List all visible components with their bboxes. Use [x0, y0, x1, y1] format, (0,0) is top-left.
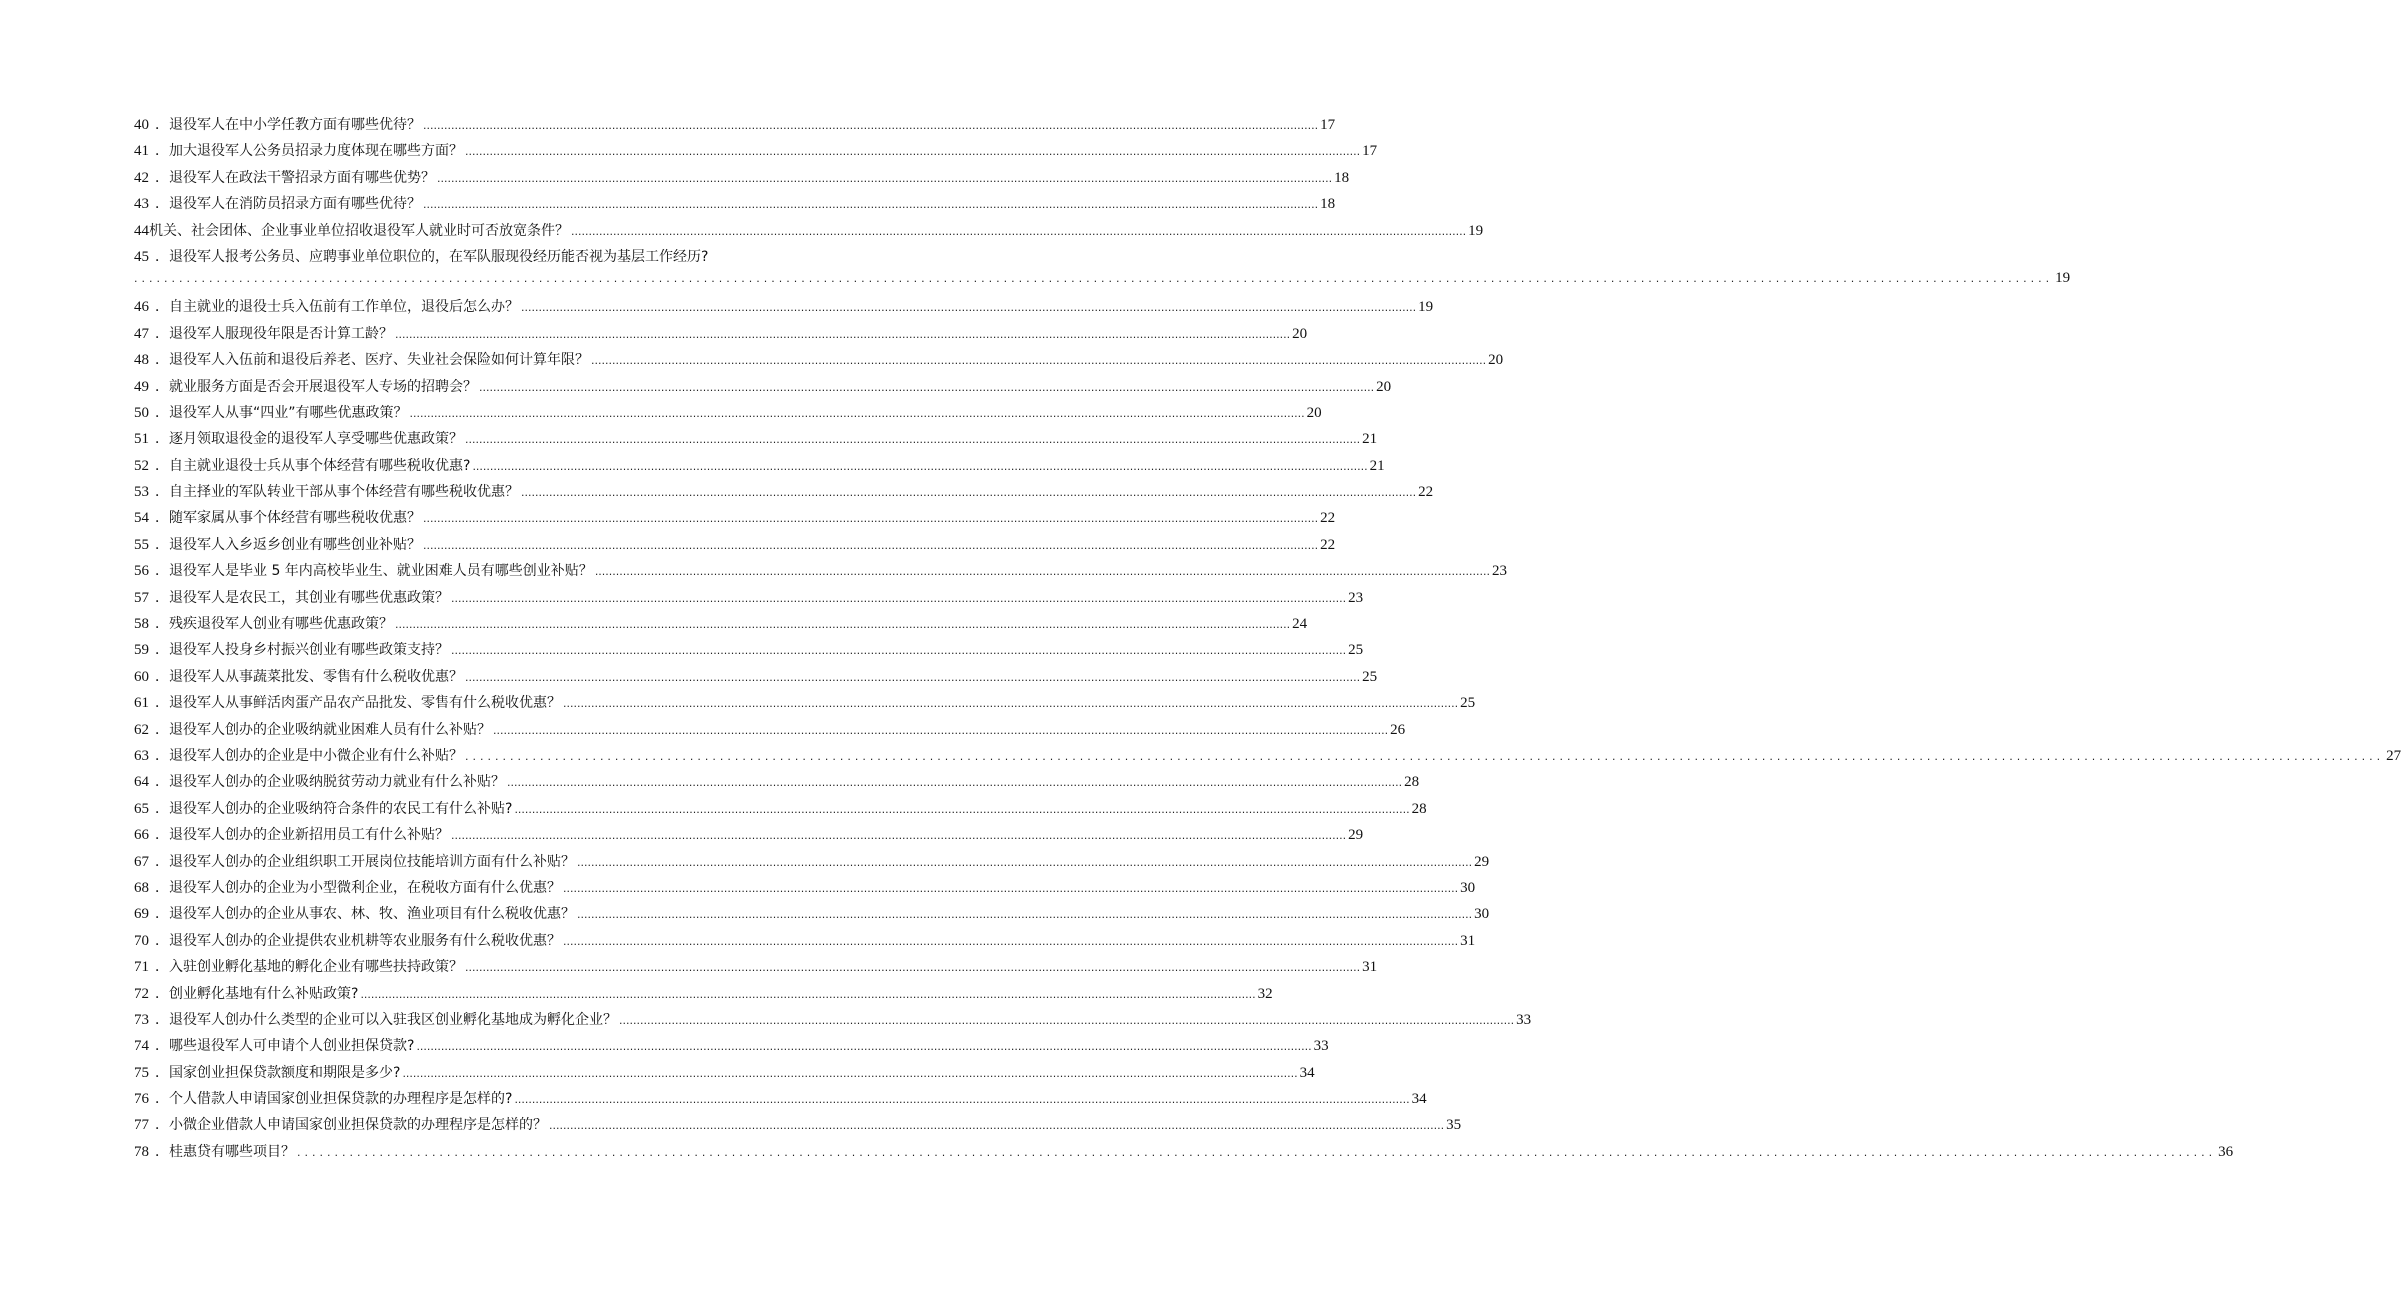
- toc-entry-title: ．退役军人从事鲜活肉蛋产品农产品批发、零售有什么税收优惠？: [155, 695, 561, 712]
- toc-entry-title: ．退役军人投身乡村振兴创业有哪些政策支持？: [155, 642, 449, 659]
- dot-leader: [423, 539, 1318, 552]
- toc-entry-number: 50: [134, 404, 149, 421]
- toc-entry-title: ．逐月领取退役金的退役军人享受哪些优惠政策？: [155, 431, 463, 448]
- dot-leader: [360, 988, 1255, 1001]
- toc-entry-number: 47: [134, 325, 149, 342]
- toc-entry: [134, 140, 1378, 166]
- dot-leader: [571, 225, 1466, 238]
- toc-entry-page: 34: [1411, 1091, 1427, 1108]
- toc-entry-number: 70: [134, 932, 149, 949]
- toc-entry-title: ．就业服务方面是否会开展退役军人专场的招聘会？: [155, 378, 477, 395]
- toc-entry: [134, 1009, 1532, 1035]
- dot-leader: [493, 724, 1388, 737]
- toc-entry-title: ．退役军人从事“四业”有哪些优惠政策？: [155, 404, 408, 421]
- toc-entry-page: 29: [1348, 827, 1364, 844]
- toc-entry: [134, 534, 1336, 560]
- toc-entry-number: 63: [134, 747, 149, 764]
- toc-entry: [134, 692, 1476, 718]
- toc-entry: [134, 956, 1378, 982]
- toc-entry-title: ．退役军人在消防员招录方面有哪些优待？: [155, 196, 421, 213]
- dot-leader: [402, 1067, 1297, 1080]
- toc-entry-title: ．退役军人是毕业 5 年内高校毕业生、就业困难人员有哪些创业补贴？: [155, 563, 593, 580]
- toc-entry-number: 44: [134, 222, 149, 239]
- toc-entry-number: 67: [134, 853, 149, 870]
- dot-leader: [514, 803, 1409, 816]
- toc-entry-page: 33: [1516, 1011, 1532, 1028]
- toc-entry-page: 18: [1320, 196, 1336, 213]
- toc-entry: [134, 220, 1484, 246]
- toc-entry-number: 66: [134, 827, 149, 844]
- dot-leader: [423, 119, 1318, 132]
- toc-entry-page: 21: [1362, 431, 1378, 448]
- dot-leader: [577, 908, 1472, 921]
- toc-entry-number: 61: [134, 695, 149, 712]
- toc-entry: [134, 1035, 1329, 1061]
- toc-entry-page: 23: [1491, 563, 1507, 580]
- toc-entry-number: 55: [134, 536, 149, 553]
- toc-entry-title: ．退役军人服现役年限是否计算工龄？: [155, 325, 393, 342]
- toc-entry: [134, 851, 1490, 877]
- toc-entry-number: 42: [134, 169, 149, 186]
- dot-leader: [591, 354, 1486, 367]
- toc-entry-title: ．退役军人创办的企业吸纳符合条件的农民工有什么补贴?: [155, 800, 513, 817]
- toc-entry-title: ．退役军人创办的企业吸纳就业困难人员有什么补贴？: [155, 721, 491, 738]
- toc-entry: [134, 296, 1434, 322]
- toc-entry-number: 57: [134, 589, 149, 606]
- toc-entry-page: 35: [1446, 1117, 1462, 1134]
- toc-entry-page: 25: [1460, 695, 1476, 712]
- table-of-contents: [134, 114, 2401, 1167]
- dot-leader: [465, 671, 1360, 684]
- toc-entry: [134, 246, 774, 270]
- toc-entry-number: 56: [134, 563, 149, 580]
- toc-entry: [134, 167, 1350, 193]
- toc-entry-page: 25: [1362, 668, 1378, 685]
- toc-entry-title: ．创业孵化基地有什么补贴政策?: [155, 985, 359, 1002]
- dot-leader: [395, 618, 1290, 631]
- toc-entry: [134, 613, 1308, 639]
- toc-entry: [134, 349, 1504, 375]
- toc-entry-number: 73: [134, 1011, 149, 1028]
- toc-entry-page: 22: [1320, 510, 1336, 527]
- toc-entry-page: 34: [1299, 1064, 1315, 1081]
- dot-leader: [423, 512, 1318, 525]
- toc-entry-title: ．国家创业担保贷款额度和期限是多少?: [155, 1064, 401, 1081]
- toc-entry-title: ．自主择业的军队转业干部从事个体经营有哪些税收优惠？: [155, 484, 519, 501]
- dot-leader: [507, 776, 1402, 789]
- toc-entry-number: 65: [134, 800, 149, 817]
- toc-entry-page: 27: [2386, 747, 2401, 764]
- toc-entry-number: 60: [134, 668, 149, 685]
- dot-leader: [297, 1146, 2216, 1159]
- toc-entry-number: 41: [134, 143, 149, 160]
- toc-entry: [134, 666, 1378, 692]
- toc-entry-number: 69: [134, 906, 149, 923]
- dot-leader: [472, 460, 1367, 473]
- toc-entry-page: 17: [1362, 143, 1378, 160]
- toc-entry-number: 54: [134, 510, 149, 527]
- toc-entry-title: ．退役军人创办的企业为小型微利企业，在税收方面有什么优惠？: [155, 879, 561, 896]
- toc-entry-page: 26: [1390, 721, 1406, 738]
- dot-leader: [451, 644, 1346, 657]
- toc-entry-page: 29: [1474, 853, 1490, 870]
- toc-entry-page: 28: [1404, 774, 1420, 791]
- toc-entry-title: ．退役军人报考公务员、应聘事业单位职位的，在军队服现役经历能否视为基层工作经历?: [155, 248, 709, 265]
- toc-entry: [134, 376, 1392, 402]
- toc-entry-title: ．个人借款人申请国家创业担保贷款的办理程序是怎样的?: [155, 1091, 513, 1108]
- toc-entry-page: 30: [1460, 879, 1476, 896]
- dot-leader: [563, 697, 1458, 710]
- dot-leader: [521, 301, 1416, 314]
- toc-entry-number: 53: [134, 484, 149, 501]
- toc-entry-page: 30: [1474, 906, 1490, 923]
- dot-leader: [514, 1093, 1409, 1106]
- toc-entry: [134, 587, 1364, 613]
- toc-entry: [134, 798, 1427, 824]
- toc-entry-title: 机关、社会团体、企业事业单位招收退役军人就业时可否放宽条件？: [149, 222, 569, 239]
- toc-entry-page: 36: [2218, 1143, 2234, 1160]
- toc-entry: [134, 323, 1308, 349]
- toc-entry: [134, 507, 1336, 533]
- toc-entry-number: 77: [134, 1117, 149, 1134]
- toc-entry: [134, 455, 1385, 481]
- toc-entry: [134, 1114, 1462, 1140]
- toc-entry-title: ．加大退役军人公务员招录力度体现在哪些方面？: [155, 143, 463, 160]
- toc-entry: [134, 193, 1336, 219]
- toc-entry: [134, 481, 1434, 507]
- toc-entry-title: ．退役军人创办什么类型的企业可以入驻我区创业孵化基地成为孵化企业？: [155, 1011, 617, 1028]
- toc-entry: [134, 824, 1364, 850]
- toc-entry-title: ．退役军人创办的企业组织职工开展岗位技能培训方面有什么补贴？: [155, 853, 575, 870]
- toc-entry-title: ．退役军人创办的企业吸纳脱贫劳动力就业有什么补贴？: [155, 774, 505, 791]
- dot-leader: [410, 407, 1305, 420]
- toc-entry-page: 20: [1376, 378, 1392, 395]
- toc-entry-page: 20: [1306, 404, 1322, 421]
- toc-entry-number: 46: [134, 299, 149, 316]
- toc-entry: [134, 1141, 2234, 1167]
- dot-leader: [549, 1119, 1444, 1132]
- toc-entry-number: 64: [134, 774, 149, 791]
- toc-entry-title: ．退役军人创办的企业从事农、林、牧、渔业项目有什么税收优惠？: [155, 906, 575, 923]
- dot-leader: [479, 381, 1374, 394]
- dot-leader: [521, 486, 1416, 499]
- dot-leader: [619, 1014, 1514, 1027]
- toc-entry: [134, 1088, 1427, 1114]
- toc-entry-number: 76: [134, 1091, 149, 1108]
- toc-entry: [134, 903, 1490, 929]
- toc-entry-title: ．退役军人在政法干警招录方面有哪些优势？: [155, 169, 435, 186]
- toc-entry-title: ．桂惠贷有哪些项目？: [155, 1143, 295, 1160]
- toc-entry: [134, 930, 1476, 956]
- toc-entry-number: 71: [134, 959, 149, 976]
- toc-entry-number: 48: [134, 352, 149, 369]
- dot-leader: [563, 935, 1458, 948]
- toc-entry: [134, 114, 1336, 140]
- dot-leader: [563, 882, 1458, 895]
- toc-entry-number: 68: [134, 879, 149, 896]
- toc-entry-page: 20: [1292, 325, 1308, 342]
- toc-entry-number: 40: [134, 117, 149, 133]
- toc-entry-page: 22: [1320, 536, 1336, 553]
- toc-entry: [134, 1062, 1315, 1088]
- toc-entry-number: 52: [134, 457, 149, 474]
- toc-entry: [134, 771, 1420, 797]
- toc-entry-page: 33: [1313, 1038, 1329, 1055]
- dot-leader: [465, 750, 2384, 763]
- toc-entry-title: ．退役军人创办的企业新招用员工有什么补贴？: [155, 827, 449, 844]
- toc-entry-number: 62: [134, 721, 149, 738]
- toc-entry-title: ．随军家属从事个体经营有哪些税收优惠？: [155, 510, 421, 527]
- toc-entry-page: 20: [1488, 352, 1504, 369]
- toc-entry-page: 23: [1348, 589, 1364, 606]
- toc-entry-number: 72: [134, 985, 149, 1002]
- toc-entry-number: 75: [134, 1064, 149, 1081]
- toc-entry: [134, 560, 1507, 586]
- toc-entry-title: ．退役军人创办的企业是中小微企业有什么补贴？: [155, 747, 463, 764]
- toc-entry-number: 58: [134, 616, 149, 633]
- toc-entry-title: ．退役军人是农民工，其创业有哪些优惠政策？: [155, 589, 449, 606]
- toc-entry-number: 45: [134, 248, 149, 265]
- dot-leader: [465, 961, 1360, 974]
- toc-entry: [134, 402, 1322, 428]
- toc-entry-number: 59: [134, 642, 149, 659]
- toc-entry-page: 19: [1468, 222, 1484, 239]
- toc-entry-title: ．入驻创业孵化基地的孵化企业有哪些扶持政策？: [155, 959, 463, 976]
- toc-entry-page: 19: [2055, 269, 2071, 286]
- toc-entry-number: 78: [134, 1143, 149, 1160]
- toc-entry-title: ．退役军人创办的企业提供农业机耕等农业服务有什么税收优惠？: [155, 932, 561, 949]
- toc-entry-page: 28: [1411, 800, 1427, 817]
- toc-entry: [134, 639, 1364, 665]
- toc-entry-title: ．哪些退役军人可申请个人创业担保贷款?: [155, 1038, 415, 1055]
- toc-entry: [134, 877, 1476, 903]
- toc-entry-page: 25: [1348, 642, 1364, 659]
- dot-leader: [395, 328, 1290, 341]
- dot-leader: [451, 592, 1346, 605]
- toc-entry: [134, 719, 1406, 745]
- toc-entry-page: 21: [1369, 457, 1385, 474]
- dot-leader: [423, 198, 1318, 211]
- toc-entry: [134, 983, 1273, 1009]
- toc-entry-number: 43: [134, 196, 149, 213]
- toc-entry: [134, 428, 1378, 454]
- toc-entry-page: 32: [1257, 985, 1273, 1002]
- toc-entry-page: 31: [1460, 932, 1476, 949]
- dot-leader: [577, 856, 1472, 869]
- toc-entry-page: 17: [1320, 117, 1336, 133]
- dot-leader: [465, 145, 1360, 158]
- toc-entry-number: 74: [134, 1038, 149, 1055]
- toc-entry-number: 49: [134, 378, 149, 395]
- toc-entry-title: ．退役军人入乡返乡创业有哪些创业补贴？: [155, 536, 421, 553]
- toc-entry-number: 51: [134, 431, 149, 448]
- toc-entry: [134, 745, 2401, 771]
- toc-entry-page: 24: [1292, 616, 1308, 633]
- dot-leader: [437, 172, 1332, 185]
- toc-entry-continuation: [134, 269, 2071, 296]
- dot-leader: [465, 433, 1360, 446]
- toc-entry-page: 18: [1334, 169, 1350, 186]
- dot-leader: [451, 829, 1346, 842]
- toc-entry-title: ．退役军人入伍前和退役后养老、医疗、失业社会保险如何计算年限？: [155, 352, 589, 369]
- toc-entry-title: ．残疾退役军人创业有哪些优惠政策？: [155, 616, 393, 633]
- dot-leader: [595, 565, 1490, 578]
- toc-entry-title: ．退役军人在中小学任教方面有哪些优待？: [155, 117, 421, 133]
- toc-entry-title: ．小微企业借款人申请国家创业担保贷款的办理程序是怎样的？: [155, 1117, 547, 1134]
- toc-entry-title: ．自主就业的退役士兵入伍前有工作单位，退役后怎么办？: [155, 299, 519, 316]
- toc-entry-title: ．自主就业退役士兵从事个体经营有哪些税收优惠?: [155, 457, 471, 474]
- toc-entry-title: ．退役军人从事蔬菜批发、零售有什么税收优惠？: [155, 668, 463, 685]
- toc-entry-page: 31: [1362, 959, 1378, 976]
- toc-entry-page: 19: [1418, 299, 1434, 316]
- dot-leader: [134, 272, 2053, 285]
- dot-leader: [416, 1040, 1311, 1053]
- toc-entry-page: 22: [1418, 484, 1434, 501]
